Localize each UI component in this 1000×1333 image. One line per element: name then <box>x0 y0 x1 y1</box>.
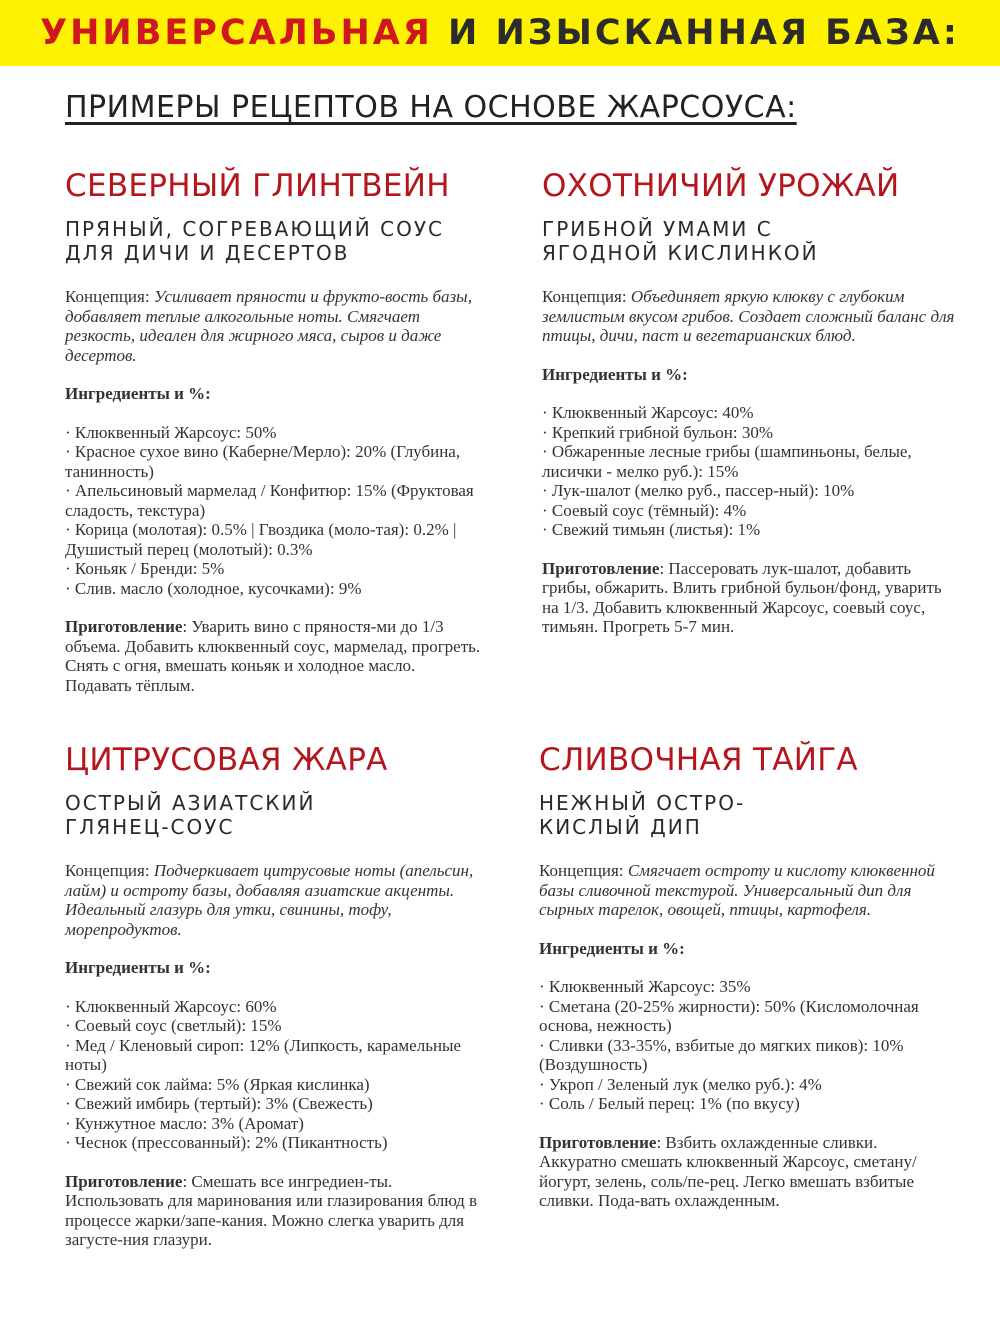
ingredient-item: · Лук-шалот (мелко руб., пассер-ный): 10% <box>542 481 855 500</box>
ingredient-item: · Обжаренные лесные грибы (шампиньоны, белые, лисички - мелко руб.): 15% <box>542 442 912 481</box>
ingredient-item: · Коньяк / Бренди: 5% <box>65 559 225 578</box>
ingredients-heading: Ингредиенты и %: <box>539 938 685 958</box>
recipe-card <box>65 167 485 695</box>
recipe-card <box>542 167 962 637</box>
ingredient-item: · Клюквенный Жарсоус: 50% <box>65 422 277 442</box>
recipe-preparation <box>65 617 485 695</box>
ingredient-item: · Сливки (33-35%, взбитые до мягких пиков): 10% (Воздушность) <box>539 1035 904 1074</box>
ingredients-list <box>542 403 962 540</box>
recipe-concept <box>539 861 959 920</box>
ingredient-item: · Крепкий грибной бульон: 30% <box>542 422 773 442</box>
ingredient-item: · Апельсиновый мармелад / Конфитюр: 15% (Фруктовая сладость, текстура) <box>65 481 474 520</box>
ingredient-item: · Слив. масло (холодное, кусочками): 9% <box>65 578 362 598</box>
ingredient-item: · Красное сухое вино (Каберне/Мерло): 20% (Глубина, танинность) <box>65 442 461 481</box>
recipe-title: СЕВЕРНЫЙ ГЛИНТВЕЙН <box>65 168 450 204</box>
recipe-card <box>539 741 959 1211</box>
recipe-subtitle: НЕЖНЫЙ ОСТРО- КИСЛЫЙ ДИП <box>539 791 746 839</box>
ingredients-list <box>539 977 959 1114</box>
page-subtitle: ПРИМЕРЫ РЕЦЕПТОВ НА ОСНОВЕ ЖАРСОУСА: <box>65 90 797 125</box>
prep-label: Приготовление <box>65 617 183 636</box>
prep-text: : Взбить охлажденные сливки. Аккуратно смешать клюквенный Жарсоус, сметану/йогурт, зелень, соль/пе-рец. Легко вмешать взбитые сливки. Пода-вать охлажденным. <box>539 1132 917 1210</box>
concept-text: Усиливает пряности и фрукто-вость базы, добавляет теплые алкогольные ноты. Смягчает резкость, идеален для жирного мяса, сыров и даже десертов. <box>65 287 472 365</box>
prep-label: Приготовление <box>65 1171 183 1191</box>
banner-dark-text: И ИЗЫСКАННАЯ БАЗА: <box>448 13 960 53</box>
ingredient-item: · Чеснок (прессованный): 2% (Пикантность) <box>65 1133 388 1152</box>
ingredient-item: · Клюквенный Жарсоус: 35% <box>539 977 751 996</box>
ingredient-item: · Свежий тимьян (листья): 1% <box>542 520 761 539</box>
prep-label: Приготовление <box>542 558 660 578</box>
recipe-title: ОХОТНИЧИЙ УРОЖАЙ <box>542 168 900 204</box>
concept-text: Объединяет яркую клюкву с глубоким землистым вкусом грибов. Создает сложный баланс для птицы, дичи, паст и вегетарианских блюд. <box>542 287 955 345</box>
ingredient-item: · Соль / Белый перец: 1% (по вкусу) <box>539 1094 800 1113</box>
ingredient-item: · Клюквенный Жарсоус: 40% <box>542 403 754 422</box>
ingredients-heading: Ингредиенты и %: <box>542 364 688 384</box>
recipe-card <box>65 741 485 1250</box>
recipe-preparation <box>542 559 962 637</box>
prep-label: Приготовление <box>539 1132 657 1152</box>
concept-text: Смягчает остроту и кислоту клюквенной базы сливочной текстурой. Универсальный дип для сырных тарелок, овощей, птицы, картофеля. <box>539 861 935 919</box>
ingredient-item: · Соевый соус (тёмный): 4% <box>542 500 747 520</box>
ingredient-item: · Соевый соус (светлый): 15% <box>65 1016 282 1035</box>
ingredient-item: · Кунжутное масло: 3% (Аромат) <box>65 1113 304 1133</box>
recipe-subtitle: ГРИБНОЙ УМАМИ С ЯГОДНОЙ КИСЛИНКОЙ <box>542 217 819 265</box>
header-banner <box>0 0 1000 66</box>
recipe-title: ЦИТРУСОВАЯ ЖАРА <box>65 742 388 778</box>
recipe-title: СЛИВОЧНАЯ ТАЙГА <box>539 742 858 778</box>
ingredient-item: · Свежий имбирь (тертый): 3% (Свежесть) <box>65 1094 373 1113</box>
ingredient-item: · Свежий сок лайма: 5% (Яркая кислинка) <box>65 1074 370 1094</box>
ingredients-heading: Ингредиенты и %: <box>65 958 211 977</box>
banner-red-text: УНИВЕРСАЛЬНАЯ <box>40 13 433 53</box>
prep-text: : Смешать все ингредиен-ты. Использовать для маринования или глазирования блюд в процессе жарки/запе-кания. Можно слегка уварить для загусте-ния глазури. <box>65 1171 478 1249</box>
ingredients-heading: Ингредиенты и %: <box>65 384 211 403</box>
ingredient-item: · Клюквенный Жарсоус: 60% <box>65 996 277 1016</box>
ingredient-item: · Корица (молотая): 0.5% | Гвоздика (моло-тая): 0.2% | Душистый перец (молотый): 0.3% <box>65 520 457 559</box>
concept-label: Концепция: <box>539 861 624 880</box>
ingredient-item: · Сметана (20-25% жирности): 50% (Кисломолочная основа, нежность) <box>539 996 919 1035</box>
recipe-subtitle: ПРЯНЫЙ, СОГРЕВАЮЩИЙ СОУС ДЛЯ ДИЧИ И ДЕСЕРТОВ <box>65 217 444 265</box>
recipe-concept <box>65 861 485 939</box>
prep-text: : Пассеровать лук-шалот, добавить грибы, обжарить. Влить грибной бульон/фонд, уварить на 1/3. Добавить клюквенный Жарсоус, соевый соус, тимьян. Прогреть 5-7 мин. <box>542 558 942 636</box>
recipe-concept <box>542 287 962 346</box>
ingredients-list <box>65 997 485 1153</box>
concept-label: Концепция: <box>542 287 627 306</box>
recipe-preparation <box>539 1133 959 1211</box>
concept-label: Концепция: <box>65 287 150 306</box>
ingredient-item: · Мед / Кленовый сироп: 12% (Липкость, карамельные ноты) <box>65 1035 462 1074</box>
recipe-concept <box>65 287 485 365</box>
recipe-preparation <box>65 1172 485 1250</box>
ingredient-item: · Укроп / Зеленый лук (мелко руб.): 4% <box>539 1074 822 1094</box>
recipe-subtitle: ОСТРЫЙ АЗИАТСКИЙ ГЛЯНЕЦ-СОУС <box>65 791 316 839</box>
concept-text: Подчеркивает цитрусовые ноты (апельсин, лайм) и остроту базы, добавляя азиатские акценты. Идеальный глазурь для утки, свинины, тофу, морепродуктов. <box>65 861 474 939</box>
concept-label: Концепция: <box>65 861 150 880</box>
ingredients-list <box>65 423 485 599</box>
prep-text: : Уварить вино с пряностя-ми до 1/3 объема. Добавить клюквенный соус, мармелад, прогреть. Снять с огня, вмешать коньяк и холодное масло. Подавать тёплым. <box>65 617 481 695</box>
